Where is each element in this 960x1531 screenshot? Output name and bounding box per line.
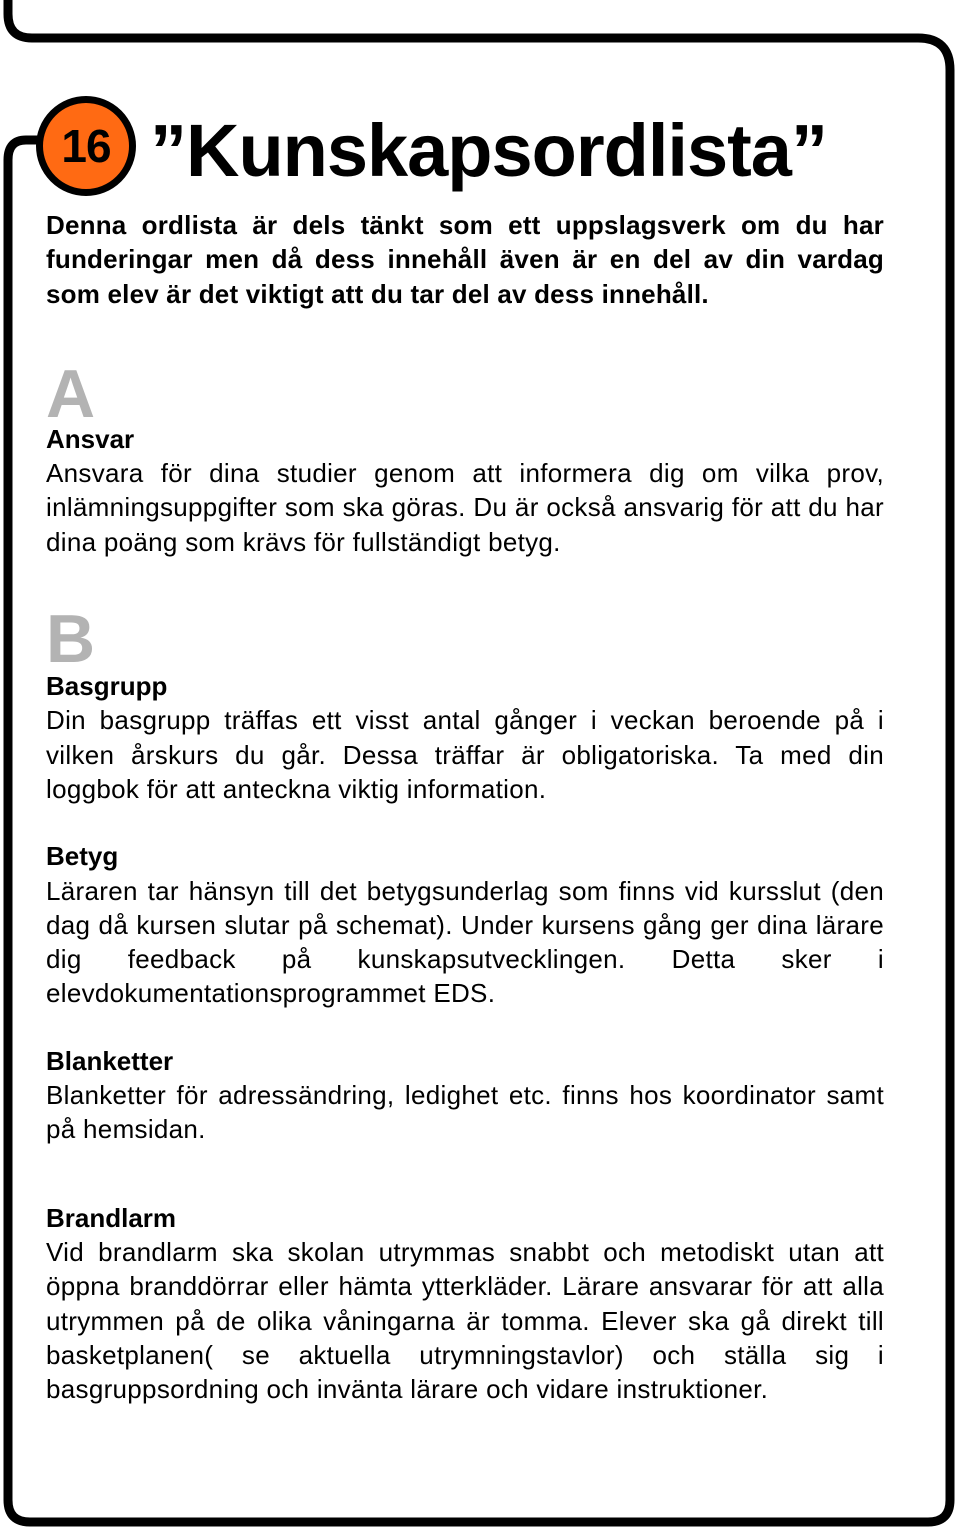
entry-definition: Läraren tar hänsyn till det betygsunderlag som finns vid kursslut (den dag då kursen slutar på schemat). Under kursens gång ger dina lärare dig feedback på kunskapsutvecklingen. Detta sker i elevdokumentationsprogrammet EDS.	[46, 875, 884, 1009]
glossary-entry-basgrupp	[46, 669, 884, 806]
entry-definition: Ansvara för dina studier genom att informera dig om vilka prov, inlämningsuppgifter som ska göras. Du är också ansvarig för att du har dina poäng som krävs för fullständigt betyg.	[46, 458, 884, 557]
page-title: ”Kunskapsordlista”	[150, 109, 827, 192]
entry-term: Basgrupp	[46, 671, 168, 702]
glossary-content	[46, 208, 884, 1406]
entry-term: Brandlarm	[46, 1202, 177, 1233]
letter-heading-a: A	[46, 355, 96, 432]
letter-heading-b: B	[46, 601, 96, 678]
entry-definition: Vid brandlarm ska skolan utrymmas snabbt och metodiskt utan att öppna branddörrar eller hämta ytterkläder. Lärare ansvarar för att alla utrymmen på de olika våningarna är tomma. Elever ska gå direkt till basketplanen( se aktuella utrymningstavlor) och ställa sig i basgruppsordning och invänta lärare och vidare instruktioner.	[46, 1236, 884, 1405]
entry-term: Blanketter	[46, 1045, 174, 1076]
chapter-number-badge	[36, 96, 136, 196]
entry-definition: Din basgrupp träffas ett visst antal gånger i veckan beroende på i vilken årskurs du går. Dessa träffar är obligatoriska. Ta med din loggbok för att anteckna viktig information.	[46, 705, 884, 804]
entry-term: Ansvar	[46, 423, 135, 454]
entry-term: Betyg	[46, 841, 119, 872]
glossary-entry-betyg	[46, 839, 884, 1010]
glossary-entry-ansvar	[46, 422, 884, 559]
intro-paragraph: Denna ordlista är dels tänkt som ett uppslagsverk om du har funderingar men då dess innehåll även är en del av din vardag som elev är det viktigt att du tar del av dess innehåll.	[46, 210, 884, 309]
glossary-entry-brandlarm	[46, 1201, 884, 1407]
entry-definition: Blanketter för adressändring, ledighet etc. finns hos koordinator samt på hemsidan.	[46, 1080, 884, 1145]
chapter-number: 16	[61, 120, 111, 172]
glossary-entry-blanketter	[46, 1044, 884, 1147]
